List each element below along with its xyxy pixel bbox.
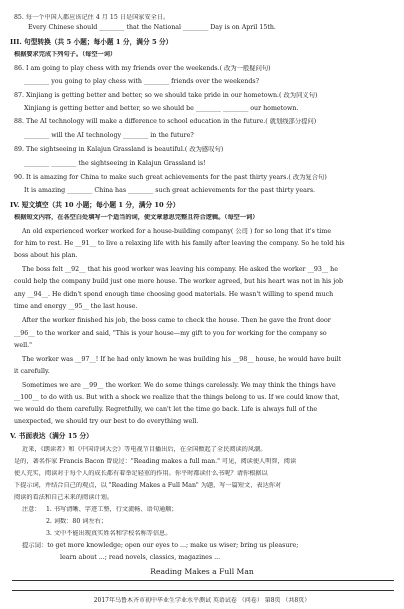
passage-line: The worker was __97__! If he had only known he was building his __98__ house, he would have built (22, 356, 342, 363)
q88-underlined-phrase: make a difference to school education (99, 118, 222, 125)
passage-line: The boss felt __92__ that his good worker was leaving his company. He asked the worker __93__ he (22, 266, 338, 273)
notes-label: 注意： (22, 506, 41, 513)
hint-words: 提示词：to get more knowledge; open our eyes to ...; make us wiser; bring us pleasure; (22, 542, 299, 549)
q88-answer-line: ________ will the AI technology ________ in the future? (24, 132, 194, 139)
writing-line-rule[interactable] (12, 580, 394, 581)
passage-line: time and energy __95__ the last house. (14, 303, 138, 310)
q88-prompt-end: in the future.( 就划线部分提问) (221, 118, 317, 125)
passage-line: Sometimes we are __99__ the worker. We do some things carelessly. We may think the things have (22, 382, 336, 389)
passage-line: we would do them carefully. Regretfully, we can't let the time go back. Life is always full of the (14, 406, 318, 413)
q87-answer-line: Xinjiang is getting better and better, so we should be ________ ________ our hometown. (24, 105, 299, 112)
passage-line: could help the company build just one more house. The worker agreed, but his heart was not in his job (14, 278, 344, 285)
section3-instruction: 根据要求完成下列句子。（每空一词） (14, 51, 117, 58)
passage-line: unexpected, we should try our best to do everything well. (14, 418, 199, 425)
q85-prompt: 85. 每一个中国人都应该记住 4 月 15 日是国家安全日。 (14, 14, 170, 21)
q89-answer-line: ________ ________ the sightseeing in Kalajun Grassland is! (24, 160, 206, 167)
writing-line: 阅读的看法和自己未来的阅读计划。 (14, 494, 113, 501)
q85-sentence: Every Chinese should ________ that the National ________ Day is on April 15th. (28, 24, 276, 31)
essay-title: Reading Makes a Full Man (150, 567, 254, 576)
writing-line: 近来，《朗读者》和《中国诗词大会》等电视节目播出后，在全国掀起了全民阅读的风潮。 (22, 446, 267, 453)
section4-instruction: 根据短文内容，在各空白处填写一个适当的词，使文章意思完整且符合逻辑。（每空一词） (14, 214, 259, 221)
passage-line: it carefully. (14, 368, 50, 375)
q90-prompt: 90. It is amazing for China to make such great achievements for the past thirty years.( 改为复合句) (14, 174, 327, 181)
notes-item: 2. 词数：80 词左右； (46, 518, 108, 525)
writing-line-rule[interactable] (12, 590, 394, 591)
q88-prompt-start: 88. The AI technology will (14, 118, 100, 125)
passage-line: for him to rest. He __91__ to live a relaxing life with his family after leaving the company. So he told his (14, 240, 345, 247)
q88-prompt (14, 118, 404, 125)
passage-line: __100__ to do with us. But with a shock we realize that the things belong to us. If we could know that, (14, 394, 340, 401)
q87-prompt: 87. Xinjiang is getting better and better, so we should take pride in our hometown.( 改为同义句) (14, 92, 318, 99)
passage-line: An old experienced worker worked for a house-building company( 公司 ) for so long that it's time (22, 228, 332, 235)
notes-item: 1. 书写清晰、字迹工整，行文流畅、语句通顺； (46, 506, 178, 513)
page-footer: 2017年乌鲁木齐市初中毕业生学业水平测试 英语试卷 （问卷） 第8页 （共8页） (93, 597, 311, 604)
passage-line: well." (14, 342, 33, 349)
writing-line: 是的，著名作家 Francis Bacon 曾说过："Reading makes a full man." 可见，阅读使人明智，阅读 (14, 458, 297, 465)
passage-line: After the worker finished his job, the boss came to check the house. Then he gave the front door (22, 317, 331, 324)
passage-line: boss about his plan. (14, 252, 78, 259)
q90-answer-line: It is amazing ________ China has ________ such great achievements for the past thirty years. (24, 187, 316, 194)
section3-heading: III. 句型转换（共 5 小题；每小题 1 分，满分 5 分） (10, 38, 173, 46)
passage-line: __96__ to the worker and said, "This is your house—my gift to you for working for the company so (14, 330, 327, 337)
q89-prompt: 89. The sightseeing in Kalajun Grassland is beautiful.( 改为感叹句) (14, 146, 224, 153)
hint-words-cont: learn about ...; read novels, classics, magazines ... (60, 554, 221, 561)
writing-line: 使人充实，阅读对于每个人的成长都有着举足轻重的作用。你平时都读什么书呢？请你根据以 (14, 470, 268, 477)
q86-answer-line: ________ you going to play chess with ________ friends over the weekends? (24, 78, 260, 85)
q86-prompt: 86. I am going to play chess with my friends over the weekends.( 改为一般疑问句) (14, 65, 271, 72)
writing-line: 下提示词，并结合自己的观点，以 "Reading Makes a Full Man" 为题，写一篇短文，表达你对 (14, 482, 282, 489)
section5-heading: V. 书面表达（满分 15 分） (10, 432, 93, 440)
passage-line: any __94__. He didn't spend enough time choosing good materials. He wasn't willing to spend much (14, 291, 334, 298)
notes-item: 3. 文中不能出现真实姓名和学校名称等信息。 (46, 530, 172, 537)
section4-heading: IV. 短文填空（共 10 小题；每小题 1 分，满分 10 分） (10, 201, 180, 209)
